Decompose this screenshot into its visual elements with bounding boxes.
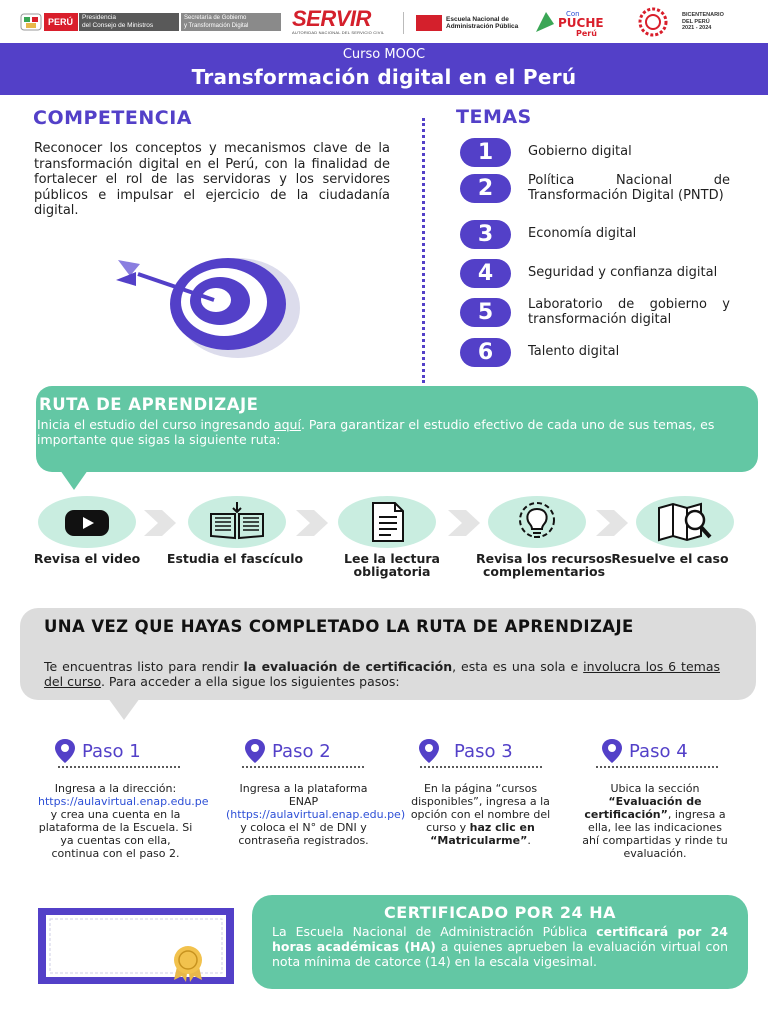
con-puche-peru-logo xyxy=(532,6,616,38)
paso-text-3: En la página “cursos disponibles”, ingresa a la opción con el nombre del curso y haz clic en “Matricularme”. xyxy=(410,782,551,847)
sgtd-logo: Secretaría de Gobierno y Transformación Digital xyxy=(181,13,281,31)
banner-title: Transformación digital en el Perú xyxy=(191,65,577,89)
evaluacion-text: Te encuentras listo para rendir la evaluación de certificación, esta es una sola e involucra los 6 temas del curso. Para acceder a ella sigue los siguientes pasos: xyxy=(44,659,720,689)
paso-name: Paso 3 xyxy=(454,740,513,762)
ruta-link-aqui[interactable]: aquí xyxy=(273,417,301,432)
certificado-title: CERTIFICADO POR 24 HA xyxy=(384,903,616,922)
tema-label: Economía digital xyxy=(528,226,637,242)
logo-separator xyxy=(403,12,404,34)
svg-text:PUCHE: PUCHE xyxy=(558,16,604,30)
bicentenario-logo: BICENTENARIO DEL PERÚ 2021 - 2024 xyxy=(630,7,750,37)
tema-label: Laboratorio de gobierno y transformación digital xyxy=(528,297,730,327)
servir-logo: SERVIR AUTORIDAD NACIONAL DEL SERVICIO CIVIL xyxy=(292,6,385,35)
svg-text:Con: Con xyxy=(566,10,580,18)
map-magnifier-icon xyxy=(655,500,715,544)
ruta-text: Inicia el estudio del curso ingresando aquí. Para garantizar el estudio efectivo de cada uno de sus temas, es importante que sigas la siguiente ruta: xyxy=(37,417,715,447)
step-label-3: Lee la lectura obligatoria xyxy=(344,551,440,579)
chevron-right-icon xyxy=(140,508,178,538)
lightbulb-gear-icon xyxy=(507,500,567,544)
tema-number-badge: 1 xyxy=(460,138,511,167)
step-label-4: Revisa los recursos complementarios xyxy=(475,551,612,579)
certificado-text: La Escuela Nacional de Administración Pública certificará por 24 horas académicas (HA) a quienes aprueben la evaluación virtual con nota mínima de catorce (14) en la escala vigesimal. xyxy=(272,924,728,969)
paso-heading-4 xyxy=(601,737,688,765)
chevron-right-icon xyxy=(592,508,630,538)
tema-number-badge: 4 xyxy=(460,259,511,288)
tema-item-6 xyxy=(460,338,750,367)
tema-label: Seguridad y confianza digital xyxy=(528,265,718,281)
pcm-logo: Presidencia del Consejo de Ministros xyxy=(79,13,179,31)
tema-item-3 xyxy=(460,220,750,249)
aulavirtual-link[interactable]: (https://aulavirtual.enap.edu.pe) xyxy=(226,808,406,821)
document-icon xyxy=(357,500,417,544)
tema-number-badge: 3 xyxy=(460,220,511,249)
peru-coat-of-arms-icon xyxy=(20,12,42,32)
tema-item-4 xyxy=(460,259,750,288)
logo-bar xyxy=(0,0,768,43)
chevron-right-icon xyxy=(444,508,482,538)
video-play-icon xyxy=(57,500,117,544)
chevron-right-icon xyxy=(292,508,330,538)
open-book-icon xyxy=(207,500,267,544)
location-pin-icon xyxy=(54,738,76,764)
aulavirtual-link[interactable]: https://aulavirtual.enap.edu.pe xyxy=(38,795,209,808)
tema-label: Talento digital xyxy=(528,344,620,360)
temas-title: TEMAS xyxy=(456,106,532,128)
peru-label: PERÚ xyxy=(44,13,78,31)
paso-text-1: Ingresa a la dirección: https://aulavirtual.enap.edu.pe y crea una cuenta en la plataforma de la Escuela. Si ya cuentas con ella, continua con el paso 2. xyxy=(38,782,209,860)
certificate-icon xyxy=(38,908,234,984)
target-arrow-icon xyxy=(110,250,320,360)
paso-heading-3 xyxy=(418,737,513,765)
paso-name: Paso 4 xyxy=(629,740,688,762)
paso-dotted-line xyxy=(420,766,542,768)
evaluacion-title: UNA VEZ QUE HAYAS COMPLETADO LA RUTA DE APRENDIZAJE xyxy=(44,617,634,636)
tema-label: Política Nacional de Transformación Digital (PNTD) xyxy=(528,173,730,203)
enap-logo: Escuela Nacional de Administración Pública xyxy=(416,13,526,33)
paso-dotted-line xyxy=(596,766,718,768)
banner-subtitle: Curso MOOC xyxy=(342,47,426,62)
paso-dotted-line xyxy=(58,766,180,768)
tema-number-badge: 6 xyxy=(460,338,511,367)
ruta-title: RUTA DE APRENDIZAJE xyxy=(39,395,259,414)
location-pin-icon xyxy=(601,738,623,764)
competencia-text: Reconocer los conceptos y mecanismos clave de la transformación digital en el Perú, con la finalidad de fortalecer el rol de las servidoras y los servidores públicos e impulsar el ejercicio de la ciudadanía digital. xyxy=(34,141,390,218)
tema-number-badge: 2 xyxy=(460,174,511,203)
svg-text:Perú: Perú xyxy=(576,29,597,38)
paso-name: Paso 2 xyxy=(272,740,331,762)
location-pin-icon xyxy=(244,738,266,764)
evaluacion-box-pointer xyxy=(108,698,140,720)
vertical-dotted-divider xyxy=(422,118,425,383)
step-label-5: Resuelve el caso xyxy=(611,551,729,566)
paso-dotted-line xyxy=(242,766,364,768)
step-label-1: Revisa el video xyxy=(33,551,141,566)
paso-text-2: Ingresa a la plataforma ENAP (https://aulavirtual.enap.edu.pe) y coloca el N° de DNI y contraseña registrados. xyxy=(226,782,406,847)
step-label-2: Estudia el fascículo xyxy=(166,551,304,566)
tema-label: Gobierno digital xyxy=(528,144,632,160)
enap-emblem-icon xyxy=(416,15,442,31)
competencia-title: COMPETENCIA xyxy=(33,107,192,129)
tema-item-2 xyxy=(460,174,750,203)
paso-text-4: Ubica la sección “Evaluación de certificación”, ingresa a ella, lee las indicaciones ahí compartidas y rinde tu evaluación. xyxy=(582,782,728,860)
paso-heading-1 xyxy=(54,737,141,765)
tema-item-1 xyxy=(460,138,750,167)
paso-heading-2 xyxy=(244,737,331,765)
ruta-box-pointer xyxy=(60,470,88,490)
location-pin-icon xyxy=(418,738,440,764)
bicentenario-emblem-icon xyxy=(630,7,676,37)
tema-number-badge: 5 xyxy=(460,298,511,327)
paso-name: Paso 1 xyxy=(82,740,141,762)
tema-item-5 xyxy=(460,298,750,327)
title-banner xyxy=(0,43,768,95)
